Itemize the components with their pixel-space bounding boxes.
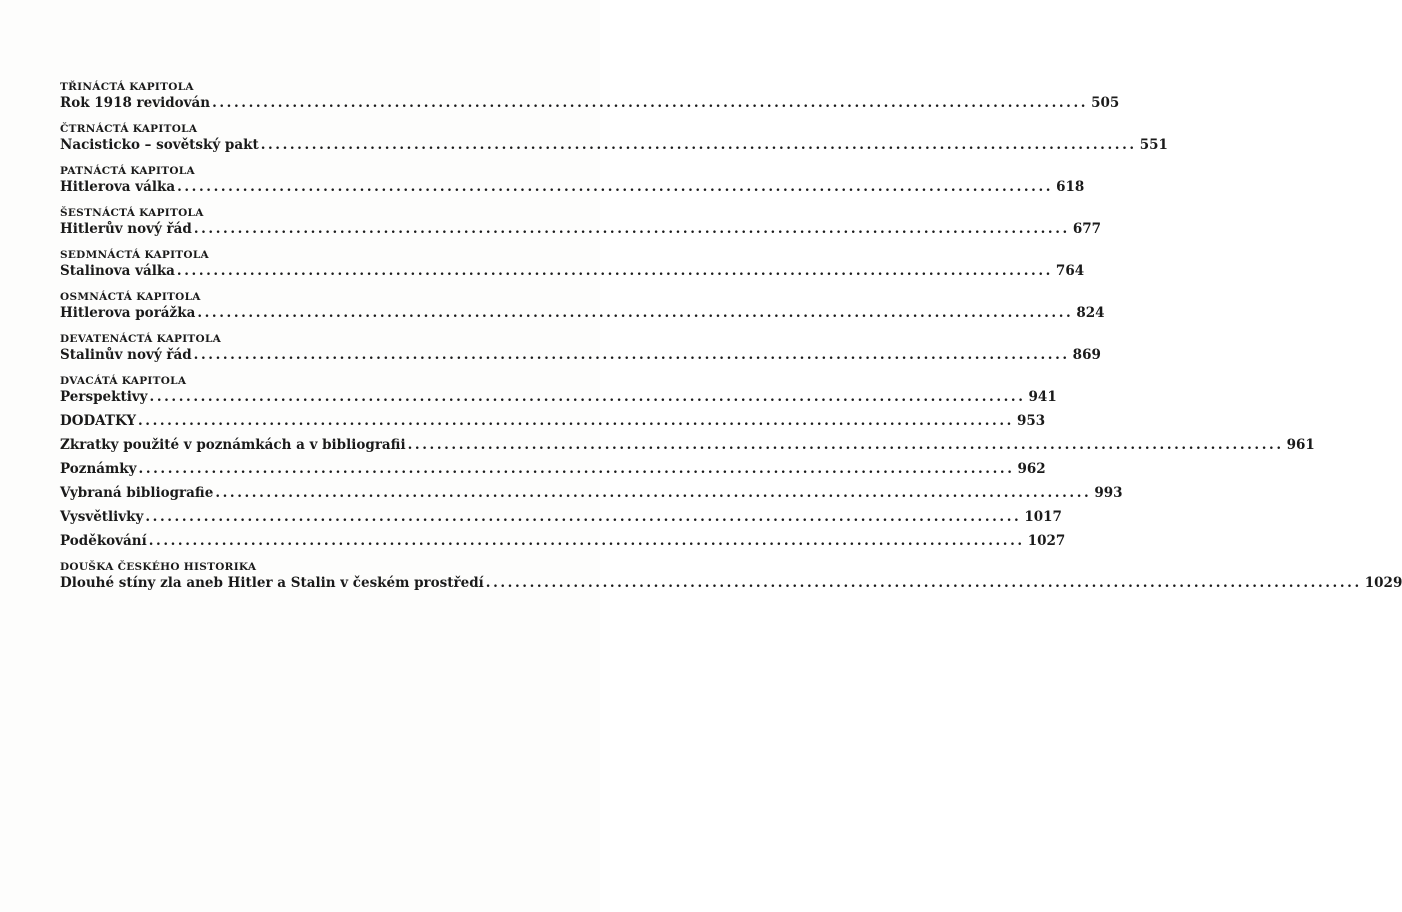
dot-leader: ........................................................................................................................ xyxy=(148,533,1025,549)
section-title: Vysvětlivky xyxy=(60,509,144,525)
toc-entry-chapter-15[interactable] xyxy=(60,165,1085,196)
toc-line xyxy=(60,346,1101,364)
page-number: 1027 xyxy=(1027,533,1066,549)
chapter-label: OSMNÁCTÁ KAPITOLA xyxy=(60,291,201,303)
page-number: 618 xyxy=(1056,179,1085,195)
toc-entry-afterword[interactable] xyxy=(60,561,1402,592)
toc-line xyxy=(60,94,1120,112)
chapter-label: PATNÁCTÁ KAPITOLA xyxy=(60,165,195,177)
page-number: 677 xyxy=(1072,221,1102,237)
toc-entry-glossary[interactable] xyxy=(60,508,1062,526)
toc-line xyxy=(60,178,1085,196)
dot-leader: ........................................................................................................................ xyxy=(197,305,1074,321)
section-title: Vybraná bibliografie xyxy=(60,485,214,501)
toc-line xyxy=(60,574,1402,592)
toc-entry-acknowledgements[interactable] xyxy=(60,532,1066,550)
chapter-title: Perspektivy xyxy=(60,389,148,405)
dot-leader: ........................................................................................................................ xyxy=(138,461,1015,477)
toc-line xyxy=(60,508,1062,526)
chapter-label: SEDMNÁCTÁ KAPITOLA xyxy=(60,249,210,261)
page-number: 869 xyxy=(1072,347,1101,363)
chapter-label: DOUŠKA ČESKÉHO HISTORIKA xyxy=(60,561,257,573)
dot-leader: ........................................................................................................................ xyxy=(137,413,1014,429)
page-number: 824 xyxy=(1076,305,1105,321)
toc-entry-bibliography[interactable] xyxy=(60,484,1123,502)
page-number: 551 xyxy=(1139,137,1168,153)
dot-leader: ........................................................................................................................ xyxy=(485,575,1362,591)
page-number: 505 xyxy=(1091,95,1120,111)
section-title: Poděkování xyxy=(60,533,147,549)
toc-line xyxy=(60,532,1066,550)
toc-entry-appendices[interactable] xyxy=(60,412,1046,430)
chapter-title: Hitlerova porážka xyxy=(60,305,196,321)
chapter-title: Hitlerova válka xyxy=(60,179,176,195)
toc-entry-chapter-17[interactable] xyxy=(60,249,1085,280)
page-number: 1029 xyxy=(1364,575,1402,591)
page-number: 941 xyxy=(1028,389,1057,405)
toc-entry-notes[interactable] xyxy=(60,460,1046,478)
toc-entry-chapter-16[interactable] xyxy=(60,207,1102,238)
dot-leader: ........................................................................................................................ xyxy=(215,485,1092,501)
page-number: 764 xyxy=(1055,263,1085,279)
toc-entry-chapter-19[interactable] xyxy=(60,333,1101,364)
page-number: 961 xyxy=(1286,437,1315,453)
toc-entry-abbreviations[interactable] xyxy=(60,436,1315,454)
chapter-title: Rok 1918 revidován xyxy=(60,95,211,111)
section-title: DODATKY xyxy=(60,413,136,429)
toc-entry-chapter-20[interactable] xyxy=(60,375,1057,406)
dot-leader: ........................................................................................................................ xyxy=(176,263,1053,279)
chapter-label: DVACÁTÁ KAPITOLA xyxy=(60,375,187,387)
dot-leader: ........................................................................................................................ xyxy=(149,389,1026,405)
toc-entry-chapter-14[interactable] xyxy=(60,123,1168,154)
toc-line xyxy=(60,388,1057,406)
chapter-label: TŘINÁCTÁ KAPITOLA xyxy=(60,81,194,93)
toc-line xyxy=(60,304,1105,322)
toc-line xyxy=(60,262,1085,280)
chapter-title: Dlouhé stíny zla aneb Hitler a Stalin v českém prostředí xyxy=(60,575,484,591)
toc-line xyxy=(60,484,1123,502)
page-number: 962 xyxy=(1017,461,1046,477)
toc-line xyxy=(60,220,1102,238)
toc-line xyxy=(60,412,1046,430)
toc-entry-chapter-18[interactable] xyxy=(60,291,1105,322)
section-title: Zkratky použité v poznámkách a v bibliografii xyxy=(60,437,406,453)
toc-entry-chapter-13[interactable] xyxy=(60,81,1120,112)
chapter-label: DEVATENÁCTÁ KAPITOLA xyxy=(60,333,222,345)
toc-line xyxy=(60,436,1315,454)
chapter-title: Stalinův nový řád xyxy=(60,347,192,363)
chapter-title: Nacisticko – sovětský pakt xyxy=(60,137,259,153)
page-number: 953 xyxy=(1016,413,1046,429)
chapter-label: ČTRNÁCTÁ KAPITOLA xyxy=(60,123,198,135)
dot-leader: ........................................................................................................................ xyxy=(193,347,1070,363)
dot-leader: ........................................................................................................................ xyxy=(193,221,1070,237)
dot-leader: ........................................................................................................................ xyxy=(212,95,1089,111)
toc-line xyxy=(60,460,1046,478)
chapter-title: Stalinova válka xyxy=(60,263,175,279)
toc-line xyxy=(60,136,1168,154)
chapter-title: Hitlerův nový řád xyxy=(60,221,192,237)
section-title: Poznámky xyxy=(60,461,137,477)
dot-leader: ........................................................................................................................ xyxy=(177,179,1054,195)
page-number: 993 xyxy=(1094,485,1123,501)
page-number: 1017 xyxy=(1024,509,1062,525)
table-of-contents xyxy=(60,81,1402,592)
dot-leader: ........................................................................................................................ xyxy=(407,437,1284,453)
chapter-label: ŠESTNÁCTÁ KAPITOLA xyxy=(60,207,204,219)
dot-leader: ........................................................................................................................ xyxy=(145,509,1022,525)
dot-leader: ........................................................................................................................ xyxy=(260,137,1137,153)
